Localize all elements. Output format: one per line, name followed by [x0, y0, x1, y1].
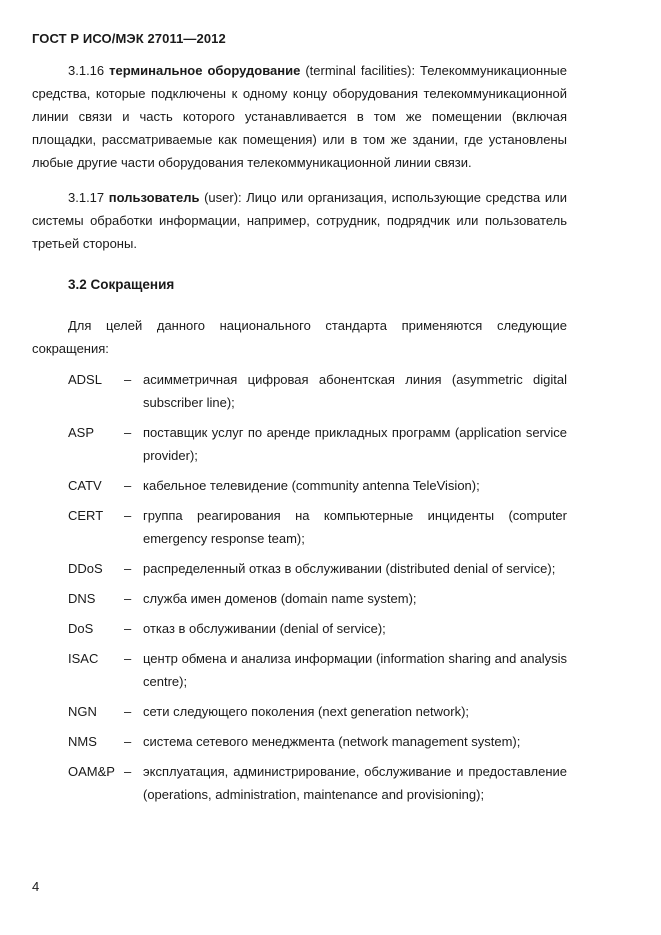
- document-body: [32, 59, 567, 813]
- abbreviation-dash: –: [124, 508, 132, 523]
- abbreviation-definition: кабельное телевидение (community antenna TeleVision);: [143, 478, 480, 493]
- abbreviation-definition: система сетевого менеджмента (network management system);: [143, 734, 521, 749]
- abbreviation-dash: –: [124, 591, 132, 606]
- abbreviation-dash: –: [124, 621, 132, 636]
- abbreviation-dash: –: [124, 478, 132, 493]
- abbreviation-definition: служба имен доменов (domain name system);: [143, 591, 417, 606]
- definition-term: терминальное оборудование: [109, 63, 301, 78]
- definition-number: 3.1.17: [68, 190, 105, 205]
- abbreviation-term: ADSL: [68, 372, 102, 387]
- abbreviation-term: NGN: [68, 704, 97, 719]
- abbreviation-term: NMS: [68, 734, 97, 749]
- abbreviation-term: DoS: [68, 621, 94, 636]
- abbreviation-item: [32, 504, 567, 550]
- abbreviation-definition: асимметричная цифровая абонентская линия (asymmetric digital subscriber line);: [143, 372, 567, 410]
- abbreviation-item: [32, 368, 567, 414]
- abbreviation-dash: –: [124, 651, 132, 666]
- section-intro: Для целей данного национального стандарта применяются следующие сокращения:: [32, 318, 567, 356]
- abbreviation-definition: отказ в обслуживании (denial of service);: [143, 621, 386, 636]
- abbreviation-item: [32, 760, 567, 806]
- abbreviation-item: [32, 474, 567, 497]
- abbreviation-dash: –: [124, 764, 132, 779]
- abbreviation-term: OAM&P: [68, 764, 115, 779]
- definition-number: 3.1.16: [68, 63, 105, 78]
- abbreviation-item: [32, 730, 567, 753]
- abbreviation-dash: –: [124, 372, 132, 387]
- abbreviation-term: DDoS: [68, 561, 103, 576]
- abbreviation-item: [32, 700, 567, 723]
- page-number: 4: [32, 879, 40, 894]
- abbreviation-item: [32, 557, 567, 580]
- abbreviation-term: DNS: [68, 591, 96, 606]
- abbreviation-definition: распределенный отказ в обслуживании (distributed denial of service);: [143, 561, 556, 576]
- abbreviation-item: [32, 421, 567, 467]
- abbreviation-item: [32, 647, 567, 693]
- abbreviation-term: CATV: [68, 478, 102, 493]
- abbreviation-definition: группа реагирования на компьютерные инциденты (computer emergency response team);: [143, 508, 567, 546]
- definition-text: (user): Лицо или организация, использующие средства или системы обработки информации, например, сотрудник, подрядчик или пользователь третьей стороны.: [32, 190, 567, 251]
- abbreviation-definition: сети следующего поколения (next generation network);: [143, 704, 470, 719]
- abbreviation-dash: –: [124, 561, 132, 576]
- abbreviation-term: CERT: [68, 508, 104, 523]
- document-header: ГОСТ Р ИСО/МЭК 27011—2012: [32, 31, 226, 46]
- abbreviation-list: [32, 368, 567, 806]
- abbreviation-dash: –: [124, 734, 132, 749]
- abbreviation-item: [32, 617, 567, 640]
- abbreviation-dash: –: [124, 704, 132, 719]
- definition-term: пользователь: [108, 190, 200, 205]
- definition-3-1-17: [32, 186, 567, 255]
- abbreviation-definition: эксплуатация, администрирование, обслуживание и предоставление (operations, administration, maintenance and provisioning);: [143, 764, 567, 802]
- abbreviation-definition: поставщик услуг по аренде прикладных программ (application service provider);: [143, 425, 567, 463]
- abbreviation-item: [32, 587, 567, 610]
- section-title: 3.2 Сокращения: [68, 277, 175, 292]
- abbreviation-term: ASP: [68, 425, 95, 440]
- abbreviation-dash: –: [124, 425, 132, 440]
- definition-3-1-16: [32, 59, 567, 174]
- definition-text: (terminal facilities): Телекоммуникационные средства, которые подключены к одному концу оборудования телекоммуникационной линии связи и часть которого устанавливается в том же помещении (включая площадки, рассматриваемые как помещения) или в том же здании, где установлены любые другие части оборудования телекоммуникационной линии связи.: [32, 63, 567, 170]
- abbreviation-term: ISAC: [68, 651, 99, 666]
- abbreviation-definition: центр обмена и анализа информации (information sharing and analysis centre);: [143, 651, 567, 689]
